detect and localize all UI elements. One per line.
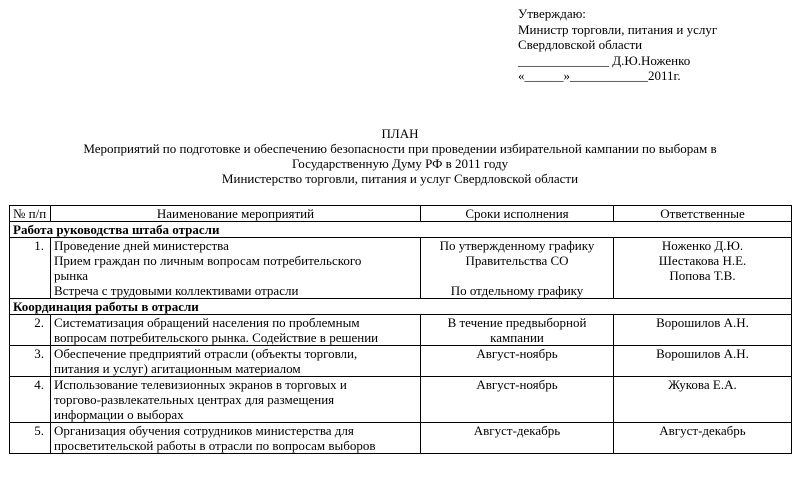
activity-line: торгово-развлекательных центрах для размещения <box>54 392 335 407</box>
row-responsible <box>614 238 792 299</box>
plan-table <box>9 205 792 454</box>
responsible-line: Ноженко Д.Ю. <box>661 238 744 253</box>
responsible-line: Ворошилов А.Н. <box>656 315 749 330</box>
title-line: Министерство торговли, питания и услуг Свердловской области <box>221 171 579 186</box>
table-row <box>10 346 792 377</box>
term-line: По отдельному графику <box>450 283 584 298</box>
activity-line: Использование телевизионных экранов в торговых и <box>54 377 347 392</box>
approval-line: «______»____________2011г. <box>518 68 681 83</box>
row-responsible <box>614 346 792 377</box>
activity-line: Прием граждан по личным вопросам потребительского <box>54 253 362 268</box>
row-term <box>421 238 614 299</box>
activity-line: информации о выборах <box>54 407 184 422</box>
row-number: 2. <box>10 315 51 346</box>
row-responsible <box>614 423 792 454</box>
row-responsible <box>614 377 792 423</box>
row-term <box>421 377 614 423</box>
section-row <box>10 222 792 238</box>
activity-line: рынка <box>54 268 89 283</box>
section-title: Работа руководства штаба отрасли <box>10 222 792 238</box>
activity-line: просветительской работы в отрасли по вопросам выборов <box>54 438 376 453</box>
title-line: Мероприятий по подготовке и обеспечению безопасности при проведении избирательной кампании по выборам в <box>83 141 717 156</box>
activity-line: Встреча с трудовыми коллективами отрасли <box>54 283 299 298</box>
table-row <box>10 238 792 299</box>
approval-line: ______________ Д.Ю.Ноженко <box>518 52 691 68</box>
responsible-line: Попова Т.В. <box>669 268 736 283</box>
term-line: В течение предвыборной <box>447 315 587 330</box>
activity-line: Проведение дней министерства <box>54 238 229 253</box>
approval-block <box>518 6 798 84</box>
approval-line: Министр торговли, питания и услуг <box>518 21 718 37</box>
section-title: Координация работы в отрасли <box>10 299 792 315</box>
term-line: Август-декабрь <box>473 423 561 438</box>
column-header-name: Наименование мероприятий <box>51 206 421 222</box>
column-header-responsible: Ответственные <box>614 206 792 222</box>
row-term <box>421 346 614 377</box>
column-header-term: Сроки исполнения <box>421 206 614 222</box>
row-responsible <box>614 315 792 346</box>
row-number: 1. <box>10 238 51 299</box>
table-row <box>10 377 792 423</box>
activity-line: вопросам потребительского рынка. Содействие в решении <box>54 330 379 345</box>
row-activity <box>51 346 421 377</box>
activity-line: Организация обучения сотрудников министерства для <box>54 423 354 438</box>
table-row <box>10 423 792 454</box>
term-line: По утвержденному графику <box>439 238 595 253</box>
row-activity <box>51 377 421 423</box>
term-line: кампании <box>490 330 544 345</box>
activity-line: Систематизация обращений населения по проблемным <box>54 315 360 330</box>
approval-line: Утверждаю: <box>518 6 586 21</box>
row-activity <box>51 238 421 299</box>
term-line: Август-ноябрь <box>476 346 558 361</box>
responsible-line: Жукова Е.А. <box>668 377 737 392</box>
table-header-row <box>10 206 792 222</box>
row-number: 4. <box>10 377 51 423</box>
term-line: Август-ноябрь <box>476 377 558 392</box>
column-header-number: № п/п <box>10 206 51 222</box>
responsible-line: Ворошилов А.Н. <box>656 346 749 361</box>
responsible-line: Шестакова Н.Е. <box>658 253 747 268</box>
activity-line: питания и услуг) агитационным материалом <box>54 361 301 376</box>
plan-heading: ПЛАН <box>381 126 419 141</box>
row-activity <box>51 315 421 346</box>
approval-line: Свердловской области <box>518 37 643 52</box>
row-term <box>421 315 614 346</box>
row-activity <box>51 423 421 454</box>
responsible-line: Август-декабрь <box>659 423 746 438</box>
table-row <box>10 315 792 346</box>
activity-line: Обеспечение предприятий отрасли (объекты торговли, <box>54 346 358 361</box>
document-title <box>0 126 800 186</box>
row-number: 3. <box>10 346 51 377</box>
row-number: 5. <box>10 423 51 454</box>
term-spacer <box>424 268 610 283</box>
row-term <box>421 423 614 454</box>
term-line: Правительства СО <box>465 253 569 268</box>
title-line: Государственную Думу РФ в 2011 году <box>291 156 509 171</box>
section-row <box>10 299 792 315</box>
